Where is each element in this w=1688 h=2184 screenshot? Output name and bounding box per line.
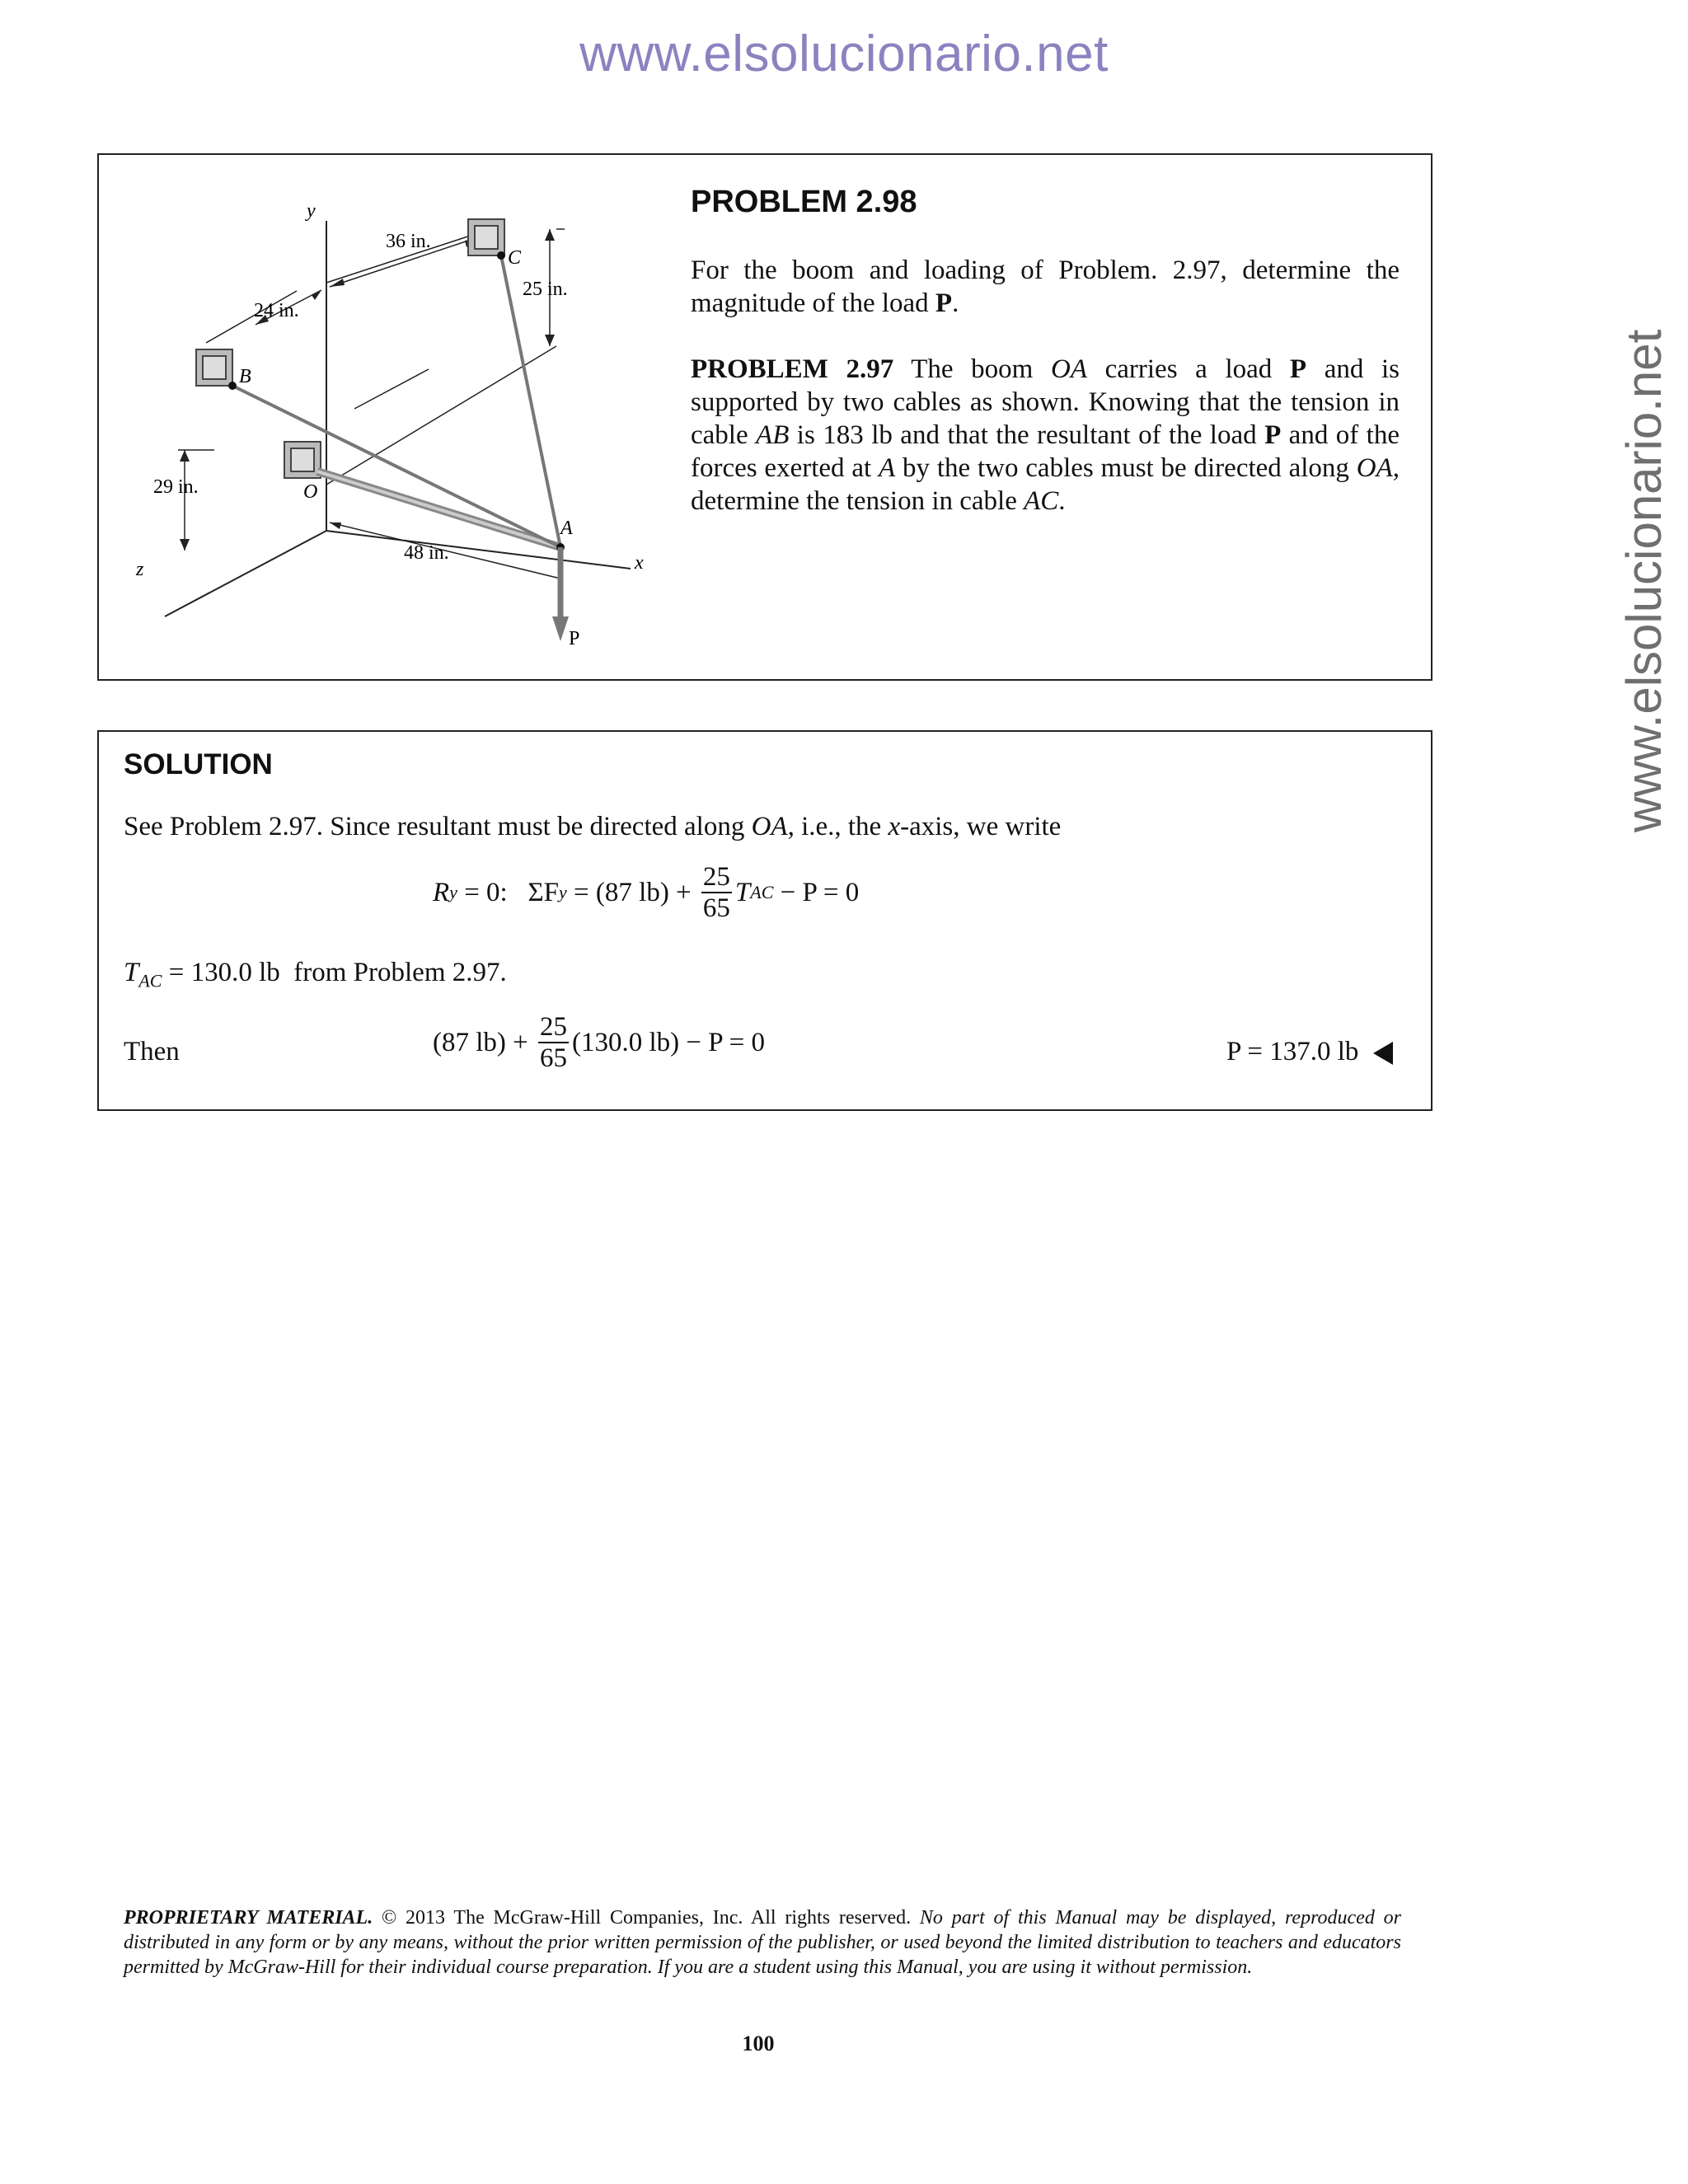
label-x: x [635, 552, 644, 574]
watermark-side: www.elsolucionario.net [1616, 329, 1672, 832]
solution-intro: See Problem 2.97. Since resultant must be directed along OA, i.e., the x-axis, we write [124, 812, 1062, 841]
answer-marker-icon [1373, 1042, 1393, 1065]
solution-box [97, 730, 1432, 1111]
problem-box [97, 153, 1432, 681]
boom-figure [99, 155, 676, 682]
then-label: Then [124, 1037, 180, 1066]
dim-24: 24 in. [254, 300, 299, 321]
label-p: P [569, 628, 580, 649]
watermark-top: www.elsolucionario.net [579, 26, 1109, 82]
problem-heading: PROBLEM 2.98 [691, 185, 917, 219]
fraction-25-65: $\frac{25}{65}$ [702, 862, 730, 923]
page-number: 100 [742, 2032, 775, 2055]
dim-48: 48 in. [404, 542, 449, 564]
solution-heading: SOLUTION [124, 748, 273, 780]
tension-ac-line: $T_{AC} = 130.0$ lb from Problem 2.97. [124, 958, 507, 991]
dim-36: 36 in. [386, 231, 431, 252]
equation-resultant-y: R y = 0: ΣF y = (87 lb) + $\frac{25}{65}$ T AC − P = 0 [433, 862, 860, 923]
bracket-c [468, 219, 504, 255]
label-z: z [136, 559, 144, 580]
x-axis-line [326, 531, 631, 569]
dim-25: 25 in. [523, 279, 568, 300]
label-a: A [560, 518, 573, 539]
dim-29: 29 in. [153, 476, 199, 498]
label-c: C [508, 247, 522, 269]
wall-line-2 [354, 369, 429, 409]
cable-ab [232, 386, 560, 547]
equation-load-p: (87 lb) + $\frac{25}{65}$ (130.0 lb) − P = 0 [433, 1012, 766, 1073]
fraction-25-65-b: $\frac{25}{65}$ [540, 1012, 568, 1073]
final-answer: P = 137.0 lb [1226, 1035, 1393, 1068]
label-b: B [239, 366, 251, 387]
bracket-b [196, 349, 232, 386]
wall-line [326, 346, 556, 485]
label-o: O [303, 481, 318, 503]
problem-reference: PROBLEM 2.97 The boom OA carries a load P and is supported by two cables as shown. Knowing that the tension in cable AB is 183 lb and that the resultant of the load P and of the forces exerted at A by the two cables must be directed along OA, determine the tension in cable AC. [691, 354, 1400, 516]
label-y: y [307, 200, 316, 222]
footer-copyright: PROPRIETARY MATERIAL. © 2013 The McGraw-Hill Companies, Inc. All rights reserved. No part of this Manual may be displayed, reproduced or distributed in any form or by any means, without the prior written permission of the publisher, or used beyond the limited distribution to teachers and educators permitted by McGraw-Hill for their individual course preparation. If you are a student using this Manual, you are using it without permission. [124, 1907, 1401, 1978]
problem-statement: For the boom and loading of Problem. 2.97, determine the magnitude of the load P. [691, 255, 1400, 318]
bracket-o [284, 442, 321, 478]
z-axis-line [165, 531, 326, 616]
